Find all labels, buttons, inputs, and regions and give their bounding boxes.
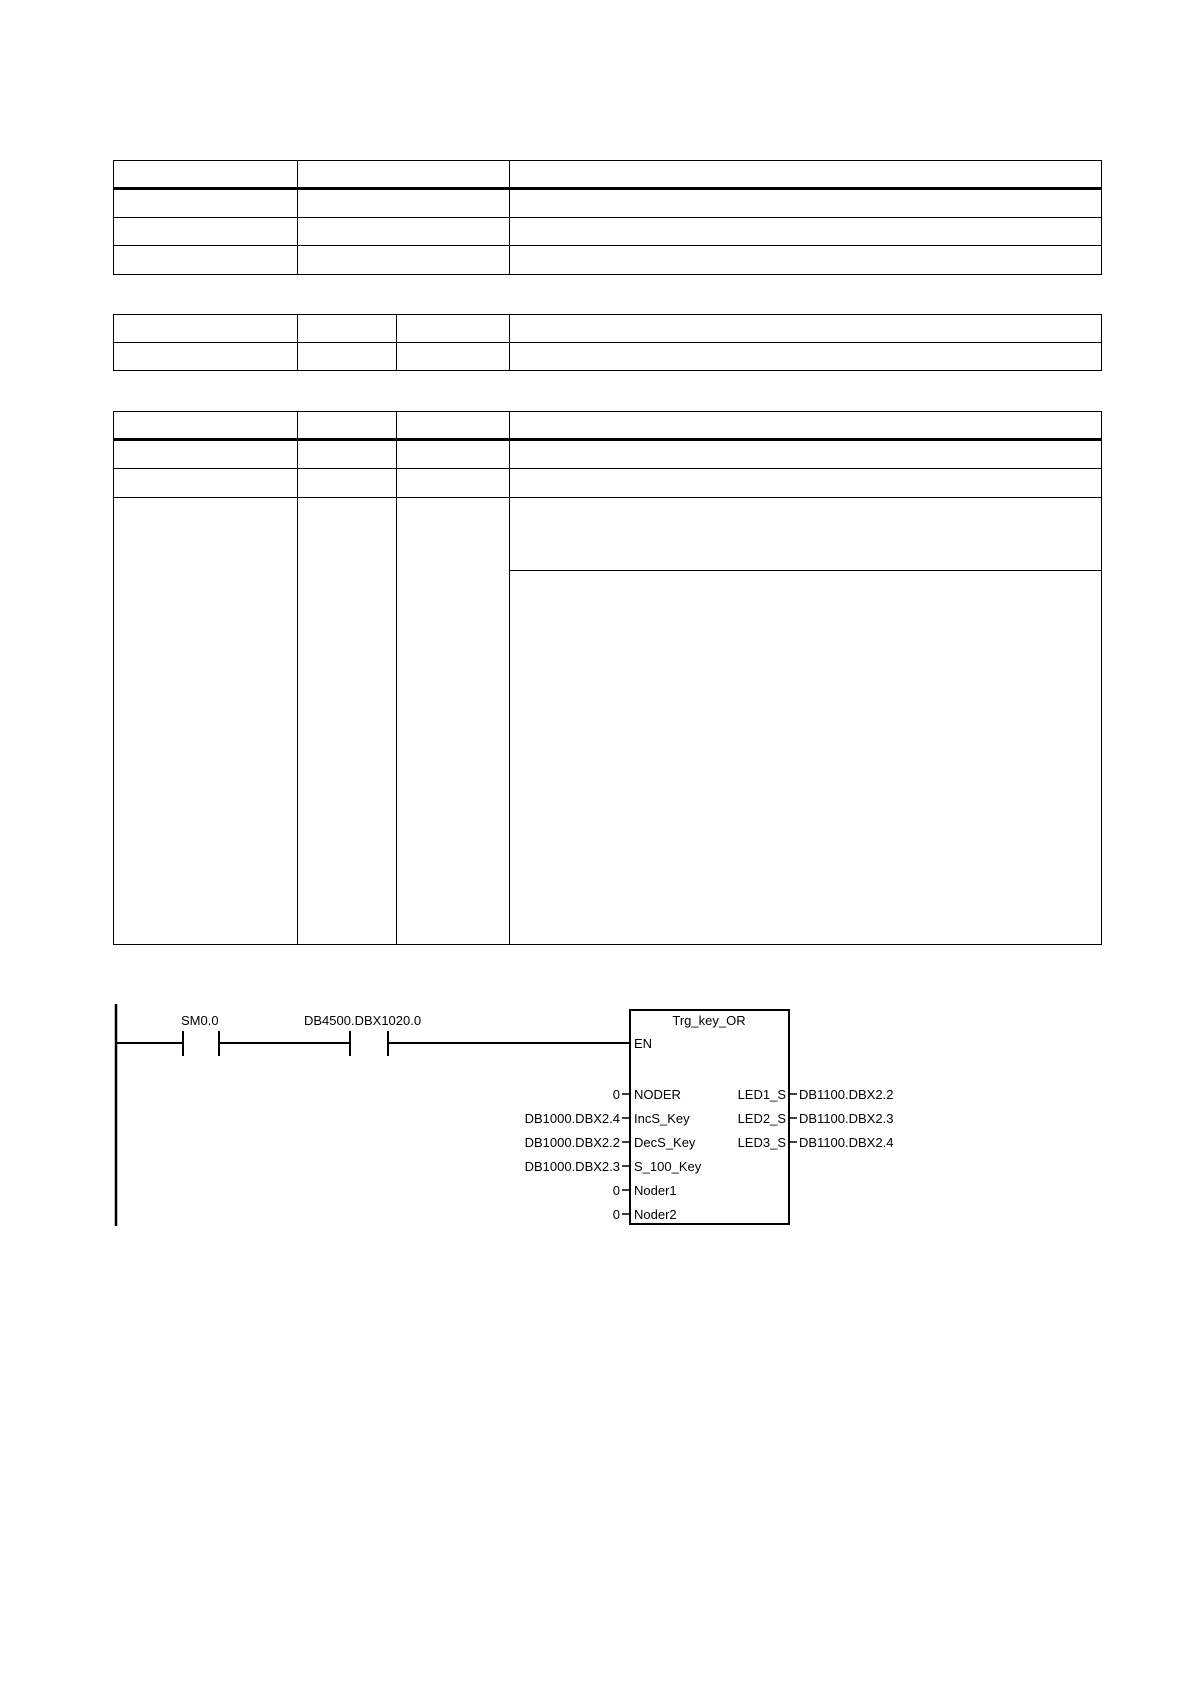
contact-1-label: SM0.0 bbox=[181, 1013, 219, 1028]
input-value: 0 bbox=[612, 1207, 620, 1222]
input-pin-label: IncS_Key bbox=[634, 1111, 690, 1126]
input-value: DB1000.DBX2.2 bbox=[524, 1135, 620, 1150]
input-value: 0 bbox=[612, 1087, 620, 1102]
input-pin-label: Noder1 bbox=[634, 1183, 677, 1198]
en-pin-label: EN bbox=[634, 1036, 653, 1051]
output-pin-label: LED2_S bbox=[737, 1111, 786, 1126]
contact-2-label: DB4500.DBX1020.0 bbox=[304, 1013, 422, 1028]
input-value: DB1000.DBX2.3 bbox=[524, 1159, 620, 1174]
output-pin-label: LED1_S bbox=[737, 1087, 786, 1102]
output-value: DB1100.DBX2.4 bbox=[799, 1135, 894, 1150]
output-value: DB1100.DBX2.3 bbox=[799, 1111, 894, 1126]
input-pin-label: Noder2 bbox=[634, 1207, 677, 1222]
input-pin-label: NODER bbox=[634, 1087, 681, 1102]
output-value: DB1100.DBX2.2 bbox=[799, 1087, 894, 1102]
output-pin-label: LED3_S bbox=[737, 1135, 786, 1150]
input-pin-label: S_100_Key bbox=[634, 1159, 702, 1174]
input-pin-label: DecS_Key bbox=[634, 1135, 696, 1150]
input-value: 0 bbox=[612, 1183, 620, 1198]
input-value: DB1000.DBX2.4 bbox=[524, 1111, 620, 1126]
block-name: Trg_key_OR bbox=[672, 1013, 746, 1028]
